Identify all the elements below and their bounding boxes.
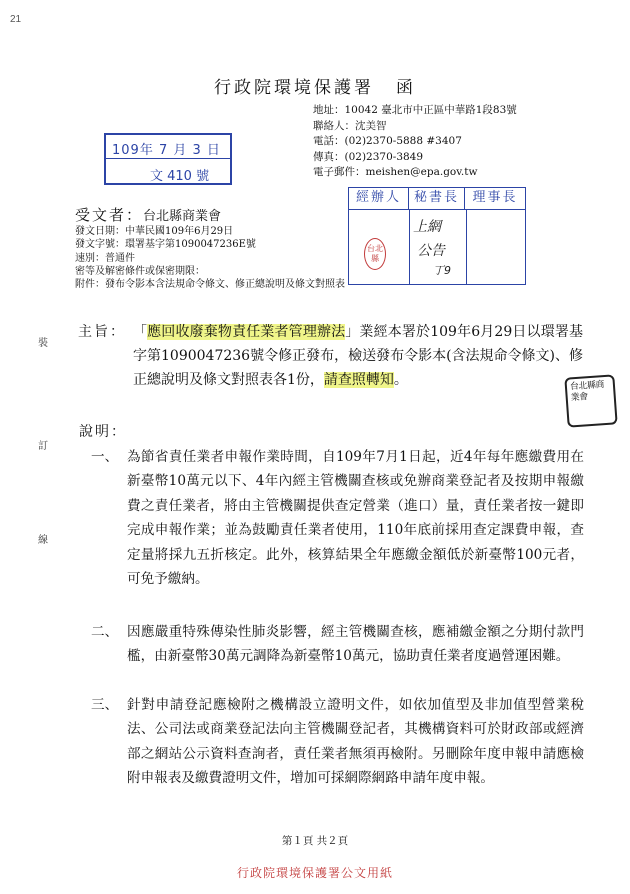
document-meta (75, 225, 345, 291)
received-date: 109年 7 月 3 日 (106, 135, 230, 159)
recipient (75, 204, 221, 225)
approval-stamp (348, 187, 526, 285)
item-text: 為節省責任業者申報作業時間，自109年7月1日起，近4年每年應繳費用在新臺幣10萬元以下、4年內經主管機關查核或免辦商業登記者及按期申報繳費之責任業者，將由主管機關提供查定營業（進口）量，責任業者按一鍵即完成申報作業；並為鼓勵責任業者使用，110年底前採用查定課費申報，查定量將採九五折核定。此外，核算結果全年應繳金額低於新臺幣100元者，可免予繳納。 (127, 449, 584, 588)
subject-part3: 。 (393, 372, 408, 388)
item-number: 一、 (91, 449, 119, 465)
approval-col-handler: 經辦人 (349, 188, 409, 209)
contact-phone: 電話：(02)2370-5888 #3407 (313, 135, 462, 147)
subject-text (133, 320, 583, 392)
signature-handwriting: 上網 (413, 219, 441, 235)
explanation-item (91, 620, 584, 669)
agency-name: 行政院環境保護署 (214, 78, 374, 98)
received-doc-no-text: 文 410 號 (150, 169, 210, 184)
red-seal-stamp: 台北縣 (364, 238, 386, 270)
regulation-name: 應回收廢棄物責任業者管理辦法 (147, 324, 346, 340)
contact-address: 地址：10042 臺北市中正區中華路1段83號 (313, 104, 517, 116)
page-number: 第１頁 共２頁 (281, 835, 349, 847)
subject-label: 主旨： (78, 324, 126, 340)
signature-handwriting: 丁9 (433, 264, 451, 277)
subject-section (78, 320, 583, 392)
signature-handwriting: 公告 (417, 243, 445, 259)
binding-mark: 裝 (38, 338, 48, 349)
meta-attachments: 附件：發布令影本含法規命令條文、修正總說明及條文對照表 (75, 279, 345, 291)
item-number: 三、 (91, 697, 119, 713)
stationery-brand: 行政院環境保護署公文用紙 (236, 866, 393, 880)
approval-col-secretary: 秘書長 (409, 188, 465, 209)
contact-email: 電子郵件：meishen@epa.gov.tw (313, 166, 478, 178)
explanation-item (91, 445, 584, 591)
approval-divider (409, 210, 410, 284)
meta-security: 密等及解密條件或保密期限： (75, 265, 205, 277)
item-text: 因應嚴重特殊傳染性肺炎影響，經主管機關查核，應補繳金額之分期付款門檻，由新臺幣30萬元調降為新臺幣10萬元，協助責任業者度過營運困難。 (127, 624, 584, 665)
item-text: 針對申請登記應檢附之機構設立證明文件，如依加值型及非加值型營業稅法、公司法或商業登記法向主管機關登記者，其機構資料可於財政部或經濟部之網站公示資料查詢者，責任業者無須再檢附。另刪除年度申報申請應檢附申報表及繳費證明文件，增加可採網際網路申請年度申報。 (127, 697, 584, 787)
item-number: 二、 (91, 624, 119, 640)
received-doc-no (106, 161, 230, 185)
subject-part1: 「 (133, 324, 148, 340)
meta-number: 發文字號：環署基字第1090047236E號 (75, 239, 256, 251)
document-title (0, 73, 630, 98)
contact-person: 聯絡人：沈美智 (313, 119, 387, 132)
doc-type: 函 (396, 78, 416, 98)
recipient-label: 受文者： (75, 206, 144, 224)
approval-col-chairman: 理事長 (472, 190, 518, 205)
page-marker: 21 (10, 14, 22, 25)
received-stamp (104, 133, 232, 185)
approval-divider (466, 210, 467, 284)
recipient-name: 台北縣商業會 (143, 209, 222, 224)
binding-mark: 訂 (38, 441, 48, 452)
binding-mark: 線 (38, 535, 48, 546)
side-seal-stamp: 台北縣商業會 (564, 374, 617, 427)
subject-part2: 」業經本署於109年6月29日以環署基字第1090047236號令修正發布，檢送發布令影本(含法規命令條文)、修正總說明及條文對照表各1份， (133, 324, 583, 388)
explanation-label: 說明： (79, 424, 127, 440)
contact-fax: 傳真：(02)2370-3849 (313, 150, 424, 163)
contact-block (313, 103, 517, 181)
subject-action: 請查照轉知 (323, 372, 394, 388)
explanation-item (91, 693, 584, 791)
meta-speed: 速別：普通件 (75, 252, 135, 264)
approval-header (349, 188, 525, 210)
meta-date: 發文日期：中華民國109年6月29日 (75, 226, 234, 237)
